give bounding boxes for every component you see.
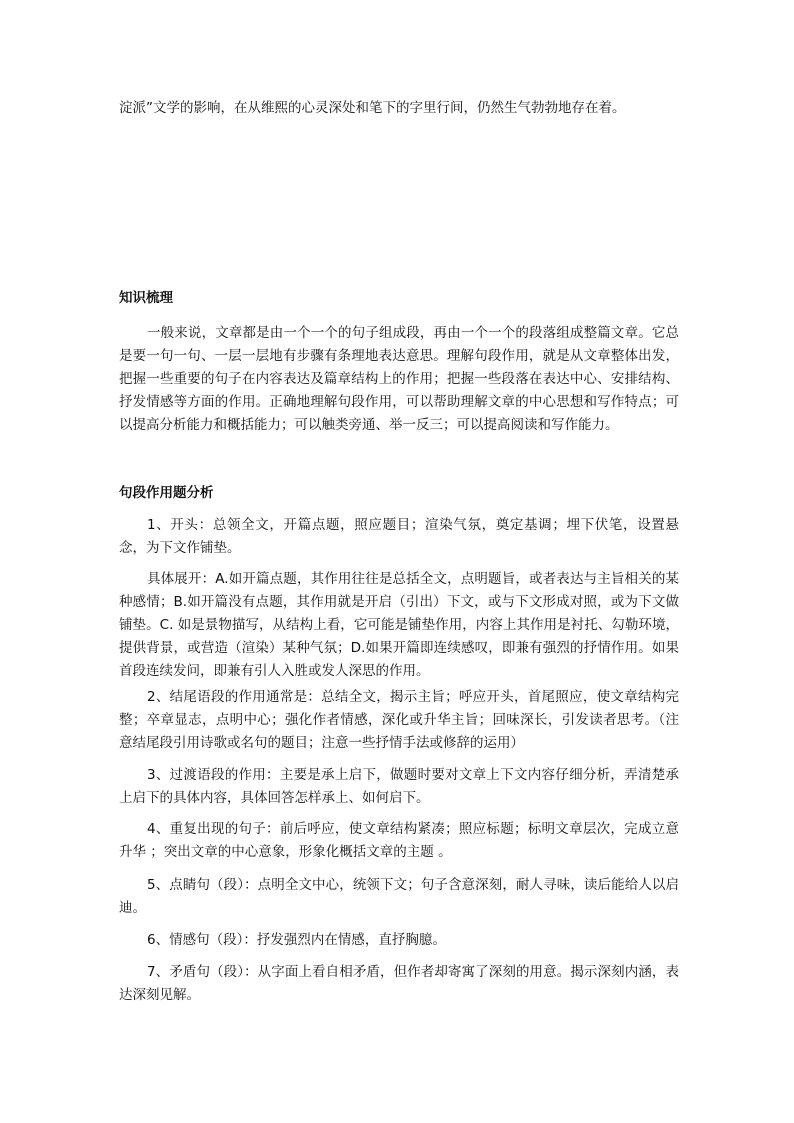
analysis-paragraph-key-sentence: [119, 874, 679, 920]
paragraph-text: 2、结尾语段的作用通常是：总结全文，揭示主旨；呼应开头，首尾照应，使文章结构完整；卒章显志，点明中心；强化作者情感，深化或升华主旨；回味深长，引发读者思考。（注意结尾段引用诗歌或名句的题目；注意一些抒情手法或修辞的运用）: [119, 689, 679, 751]
knowledge-text: 一般来说，文章都是由一个一个的句子组成段，再由一个一个的段落组成整篇文章。它总是要一句一句、一层一层地有步骤有条理地表达意思。理解句段作用，就是从文章整体出发，把握一些重要的句子在内容表达及篇章结构上的作用；把握一些段落在表达中心、安排结构、抒发情感等方面的作用。正确地理解句段作用，可以帮助理解文章的中心思想和写作特点；可以提高分析能力和概括能力；可以触类旁通、举一反三；可以提高阅读和写作能力。: [119, 325, 679, 433]
paragraph-text: 5、点睛句（段）：点明全文中心，统领下文；句子含意深刻，耐人寻味，读后能给人以启迪。: [119, 877, 679, 916]
analysis-paragraph-transition: [119, 764, 679, 810]
paragraph-text: 1、开头：总领全文，开篇点题，照应题目；渲染气氛，奠定基调；埋下伏笔，设置悬念，为下文作铺垫。: [119, 517, 679, 556]
paragraph-text: 3、过渡语段的作用：主要是承上启下，做题时要对文章上下文内容仔细分析，弄清楚承上启下的具体内容，具体回答怎样承上、如何启下。: [119, 767, 679, 806]
carryover-line: 淀派”文学的影响，在从维熙的心灵深处和笔下的字里行间，仍然生气勃勃地存在着。: [119, 100, 626, 116]
analysis-paragraph-repetition: [119, 818, 679, 864]
analysis-paragraph-details: [119, 568, 679, 683]
analysis-paragraph-emotion: [119, 929, 679, 952]
paragraph-text: 具体展开：A.如开篇点题，其作用往往是总括全文，点明题旨，或者表达与主旨相关的某种感情；B.如开篇没有点题，其作用就是开启（引出）下文，或与下文形成对照，或为下文做铺垫。C. 如是景物描写，从结构上看，它可能是铺垫作用，内容上其作用是衬托、勾勒环境，提供背景，或营造（渲染）某种气氛；D.如果开篇即连续感叹，即兼有强烈的抒情作用。如果首段连续发问，即兼有引人入胜或发人深思的作用。: [119, 571, 679, 679]
section-heading-analysis: 句段作用题分析: [119, 485, 214, 501]
analysis-paragraph-opening: [119, 514, 679, 560]
paragraph-text: 7、矛盾句（段）：从字面上看自相矛盾，但作者却寄寓了深刻的用意。揭示深刻内涵，表达深刻见解。: [119, 964, 679, 1003]
knowledge-paragraph: [119, 322, 679, 437]
section-heading-knowledge: 知识梳理: [119, 290, 173, 306]
paragraph-text: 6、情感句（段）：抒发强烈内在情感，直抒胸臆。: [147, 932, 446, 948]
analysis-paragraph-ending: [119, 686, 679, 755]
analysis-paragraph-contradiction: [119, 961, 679, 1007]
paragraph-text: 4、重复出现的句子：前后呼应，使文章结构紧凑；照应标题；标明文章层次，完成立意升华 ；突出文章的中心意象，形象化概括文章的主题 。: [119, 821, 679, 860]
